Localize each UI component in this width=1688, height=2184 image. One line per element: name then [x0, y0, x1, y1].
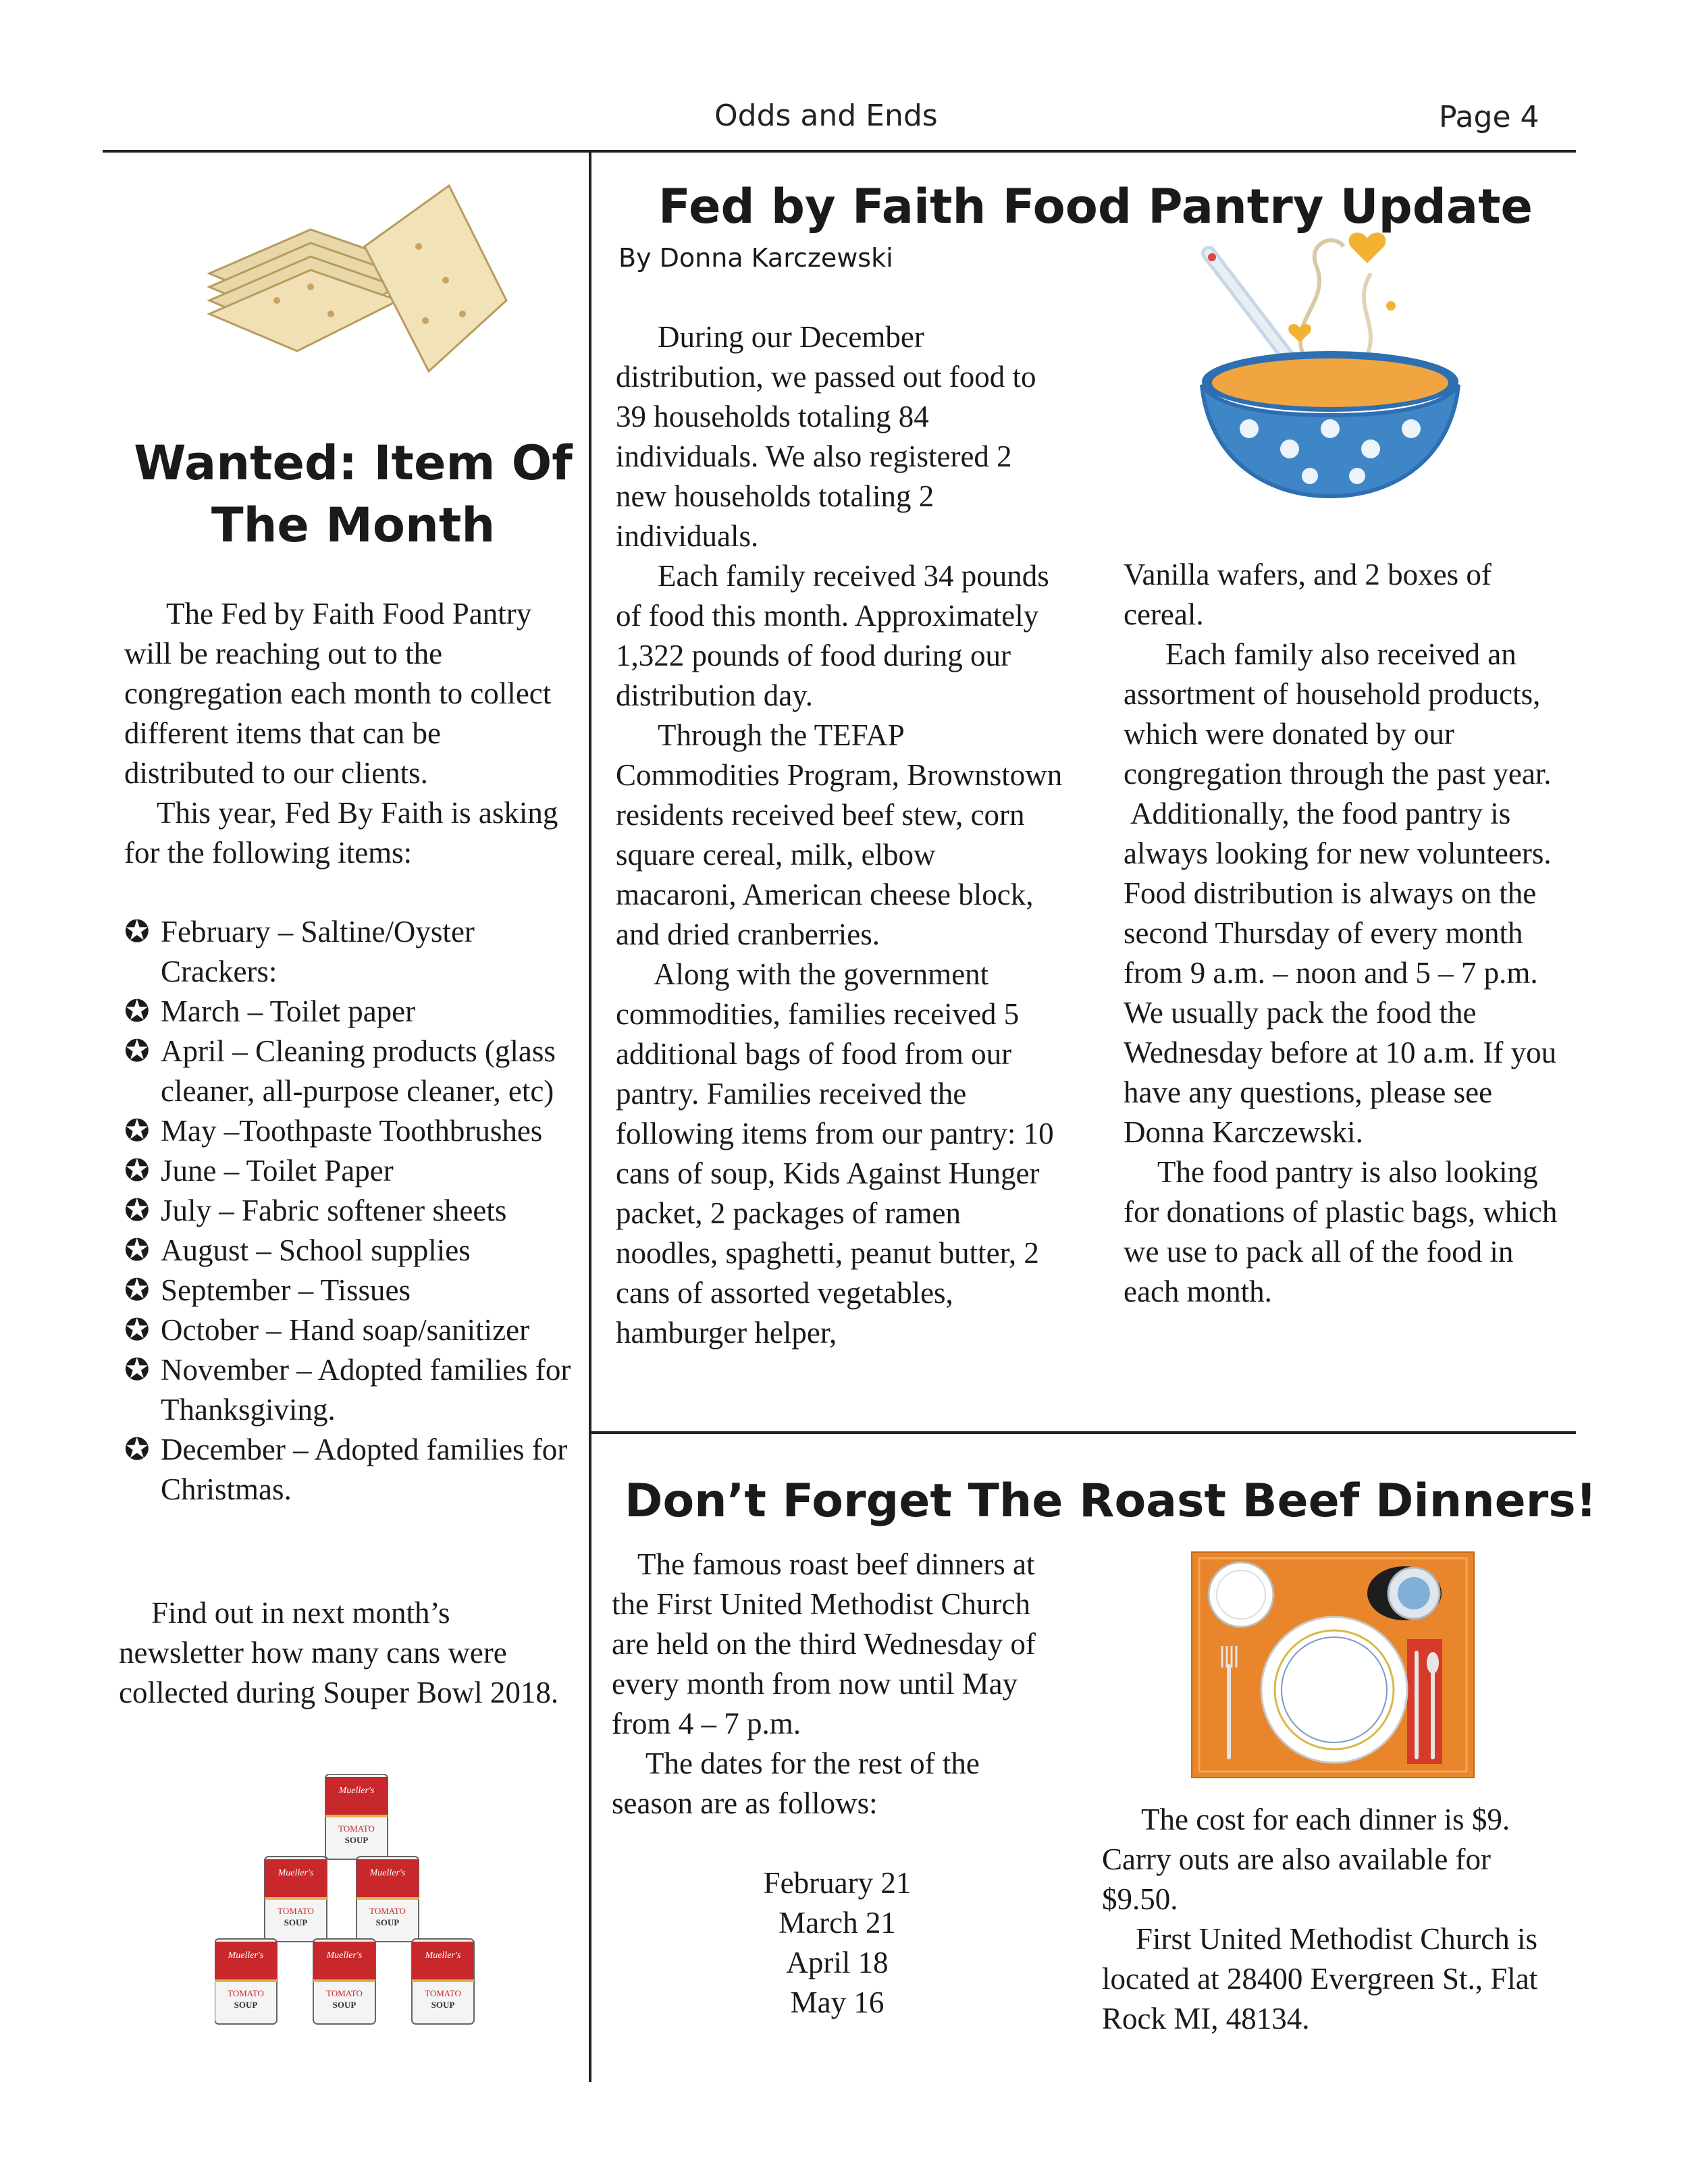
- dinners-column-1: [612, 1545, 1057, 1823]
- star-bullet-icon: ✪: [124, 1034, 150, 1068]
- intro-paragraph: This year, Fed By Faith is asking for the following items:: [124, 796, 558, 870]
- can-label-soup: SOUP: [234, 2000, 258, 2010]
- header-rule: [103, 150, 1576, 153]
- souper-bowl-note: [119, 1593, 564, 1713]
- pantry-paragraph: Each family received 34 pounds of food this month. Approximately 1,322 pounds of food during our distribution day.: [616, 559, 1049, 712]
- list-item-text: June – Toilet Paper: [161, 1154, 394, 1188]
- list-item-text: February – Saltine/Oyster Crackers:: [161, 915, 475, 988]
- can-label-soup: SOUP: [431, 2000, 455, 2010]
- list-item: [124, 912, 583, 992]
- dinner-date: March 21: [779, 1906, 896, 1940]
- saltine-crackers-image: [196, 172, 513, 381]
- list-item: [124, 1111, 583, 1151]
- pantry-paragraph: During our December distribution, we passed out food to 39 households totaling 84 individuals. We also registered 2 new households totaling 2 individuals.: [616, 320, 1036, 553]
- newsletter-section-title: Odds and Ends: [714, 99, 938, 133]
- star-bullet-icon: ✪: [124, 1273, 150, 1307]
- list-item: [124, 1271, 583, 1310]
- can-brand-label: Mueller's: [228, 1950, 264, 1961]
- dinner-date: February 21: [763, 1866, 912, 1900]
- can-brand-label: Mueller's: [338, 1786, 375, 1796]
- dinner-date: April 18: [786, 1946, 889, 1979]
- can-label-tomato: TOMATO: [425, 1988, 461, 1998]
- pantry-update-heading: Fed by Faith Food Pantry Update: [658, 179, 1533, 234]
- star-bullet-icon: ✪: [124, 1114, 150, 1148]
- can-label-soup: SOUP: [284, 1917, 308, 1927]
- list-item-text: December – Adopted families for Christmas.: [161, 1433, 568, 1506]
- list-item-text: September – Tissues: [161, 1273, 411, 1307]
- closing-paragraph: Find out in next month’s newsletter how many cans were collected during Souper Bowl 2018.: [119, 1596, 559, 1709]
- can-label-tomato: TOMATO: [228, 1988, 264, 1998]
- can-label-tomato: TOMATO: [326, 1988, 363, 1998]
- can-label-soup: SOUP: [375, 1917, 400, 1927]
- pantry-paragraph: Vanilla wafers, and 2 boxes of cereal.: [1124, 558, 1492, 631]
- can-brand-label: Mueller's: [425, 1950, 461, 1961]
- soup-cans-image: [215, 1774, 498, 2031]
- list-item: [124, 1032, 583, 1111]
- list-item: [124, 1310, 583, 1350]
- pantry-paragraph: The food pantry is also looking for donations of plastic bags, which we use to pack all of the food in each month.: [1124, 1155, 1558, 1308]
- pantry-paragraph: Additionally, the food pantry is always looking for new volunteers. Food distribution is always on the second Thursday of every month from 9 a.m. – noon and 5 – 7 p.m. We usually pack the food the Wednesday before at 10 a.m. If you have any questions, please see Donna Karczewski.: [1124, 797, 1557, 1149]
- star-bullet-icon: ✪: [124, 915, 150, 949]
- list-item-text: July – Fabric softener sheets: [161, 1194, 507, 1227]
- star-bullet-icon: ✪: [124, 1313, 150, 1347]
- list-item: [124, 1350, 583, 1430]
- can-brand-label: Mueller's: [369, 1868, 406, 1878]
- can-label-soup: SOUP: [332, 2000, 357, 2010]
- list-item-text: April – Cleaning products (glass cleaner, all-purpose cleaner, etc): [161, 1034, 556, 1108]
- pantry-column-2: [1124, 555, 1569, 1312]
- roast-beef-dinners-heading: Don’t Forget The Roast Beef Dinners!: [625, 1474, 1597, 1528]
- item-of-month-heading: Wanted: Item Of The Month: [134, 435, 573, 553]
- pantry-byline: By Donna Karczewski: [618, 243, 893, 273]
- dinners-paragraph: First United Methodist Church is located at 28400 Evergreen St., Flat Rock MI, 48134.: [1102, 1922, 1538, 2035]
- star-bullet-icon: ✪: [124, 1233, 150, 1267]
- dinner-dates-list: [702, 1863, 972, 2023]
- can-brand-label: Mueller's: [326, 1950, 363, 1961]
- can-label-tomato: TOMATO: [278, 1906, 314, 1916]
- list-item-text: October – Hand soap/sanitizer: [161, 1313, 530, 1347]
- page-number: Page 4: [1439, 100, 1539, 134]
- pantry-column-1: [616, 317, 1063, 1353]
- intro-paragraph: The Fed by Faith Food Pantry will be reaching out to the congregation each month to collect different items that can be distributed to our clients.: [124, 597, 552, 790]
- dinner-date: May 16: [790, 1986, 885, 2019]
- monthly-items-list: [124, 912, 583, 1510]
- dinners-paragraph: The cost for each dinner is $9. Carry outs are also available for $9.50.: [1102, 1803, 1510, 1916]
- star-bullet-icon: ✪: [124, 1353, 150, 1387]
- section-divider: [590, 1431, 1576, 1434]
- dinners-paragraph: The famous roast beef dinners at the First United Methodist Church are held on the third Wednesday of every month from now until May from 4 – 7 p.m.: [612, 1547, 1036, 1740]
- star-bullet-icon: ✪: [124, 994, 150, 1028]
- can-brand-label: Mueller's: [278, 1868, 314, 1878]
- list-item: [124, 1430, 583, 1510]
- can-label-tomato: TOMATO: [369, 1906, 406, 1916]
- item-of-month-intro: [124, 594, 571, 873]
- place-setting-image: [1191, 1551, 1475, 1778]
- dinners-column-2: [1102, 1800, 1568, 2039]
- list-item: [124, 1151, 583, 1191]
- pantry-paragraph: Through the TEFAP Commodities Program, Brownstown residents received beef stew, corn square cereal, milk, elbow macaroni, American cheese block, and dried cranberries.: [616, 718, 1063, 951]
- can-label-tomato: TOMATO: [338, 1823, 375, 1834]
- list-item-text: August – School supplies: [161, 1233, 471, 1267]
- star-bullet-icon: ✪: [124, 1154, 150, 1188]
- list-item: [124, 992, 583, 1032]
- can-label-soup: SOUP: [344, 1835, 369, 1845]
- pantry-paragraph: Along with the government commodities, families received 5 additional bags of food from our pantry. Families received the following items from our pantry: 10 cans of soup, Kids Against Hunger packet, 2 packages of ramen noodles, spaghetti, peanut butter, 2 cans of assorted vegetables, hamburger helper,: [616, 957, 1054, 1350]
- column-divider: [589, 151, 591, 2082]
- list-item-text: May –Toothpaste Toothbrushes: [161, 1114, 543, 1148]
- list-item-text: March – Toilet paper: [161, 994, 416, 1028]
- star-bullet-icon: ✪: [124, 1433, 150, 1466]
- list-item: [124, 1191, 583, 1231]
- soup-bowl-image: [1188, 226, 1472, 516]
- star-bullet-icon: ✪: [124, 1194, 150, 1227]
- list-item-text: November – Adopted families for Thanksgiving.: [161, 1353, 571, 1427]
- list-item: [124, 1231, 583, 1271]
- pantry-paragraph: Each family also received an assortment of household products, which were donated by our congregation through the past year.: [1124, 637, 1552, 791]
- dinners-paragraph: The dates for the rest of the season are as follows:: [612, 1747, 980, 1820]
